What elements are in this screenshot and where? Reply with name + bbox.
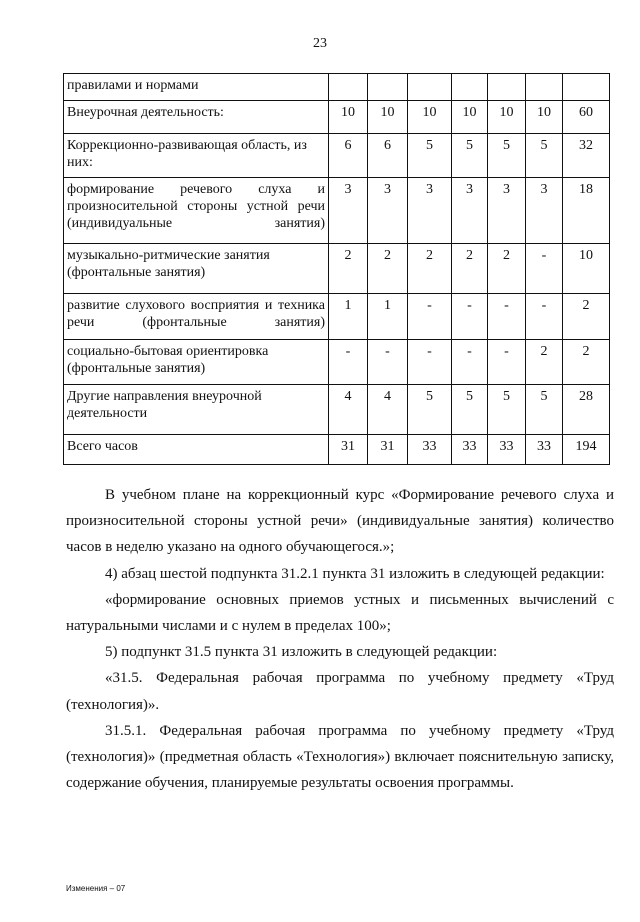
cell-value: - <box>526 244 563 294</box>
cell-value: 5 <box>488 385 526 435</box>
cell-value: - <box>526 294 563 340</box>
cell-value: 10 <box>488 101 526 134</box>
table-row <box>64 134 610 178</box>
cell-value: 10 <box>452 101 488 134</box>
cell-value: 5 <box>452 385 488 435</box>
cell-value: 5 <box>452 134 488 178</box>
cell-value: 10 <box>408 101 452 134</box>
cell-value: - <box>488 294 526 340</box>
paragraph: «формирование основных приемов устных и письменных вычислений с натуральными числами и с нулем в пределах 100»; <box>66 591 614 635</box>
cell-value <box>329 74 368 101</box>
cell-value: - <box>368 340 408 385</box>
cell-value: 4 <box>329 385 368 435</box>
row-label: развитие слухового восприятия и техника речи (фронтальные занятия) <box>64 294 329 340</box>
paragraph: 31.5.1. Федеральная рабочая программа по учебному предмету «Труд (технология)» (предметная область «Технология») включает пояснительную записку, содержание обучения, планируемые результаты освоения программы. <box>66 722 614 792</box>
cell-value: 10 <box>329 101 368 134</box>
cell-value: - <box>329 340 368 385</box>
table-row <box>64 340 610 385</box>
paragraph: «31.5. Федеральная рабочая программа по учебному предмету «Труд (технология)». <box>66 670 614 713</box>
paragraph: 4) абзац шестой подпункта 31.2.1 пункта 31 изложить в следующей редакции: <box>105 565 605 582</box>
cell-value: 31 <box>368 435 408 465</box>
cell-value <box>368 74 408 101</box>
cell-value: 3 <box>452 178 488 244</box>
row-label: правилами и нормами <box>64 74 329 101</box>
cell-value: 32 <box>563 134 610 178</box>
cell-value: 31 <box>329 435 368 465</box>
table-row <box>64 101 610 134</box>
cell-value <box>563 74 610 101</box>
row-label: Внеурочная деятельность: <box>64 101 329 134</box>
cell-value: 33 <box>452 435 488 465</box>
cell-value: 5 <box>488 134 526 178</box>
cell-value: - <box>452 294 488 340</box>
row-label: музыкально-ритмические занятия (фронтальные занятия) <box>64 244 329 294</box>
cell-value: 6 <box>368 134 408 178</box>
cell-value: - <box>408 340 452 385</box>
row-label: Коррекционно-развивающая область, из них: <box>64 134 329 178</box>
cell-value: 194 <box>563 435 610 465</box>
cell-value: 2 <box>488 244 526 294</box>
cell-value: 2 <box>408 244 452 294</box>
page-number: 23 <box>313 36 327 51</box>
cell-value: 60 <box>563 101 610 134</box>
cell-value: 33 <box>408 435 452 465</box>
cell-value: 33 <box>526 435 563 465</box>
cell-value: - <box>488 340 526 385</box>
cell-value <box>408 74 452 101</box>
cell-value: 5 <box>408 134 452 178</box>
cell-value: 2 <box>563 340 610 385</box>
cell-value: 10 <box>526 101 563 134</box>
table-row <box>64 435 610 465</box>
cell-value: 3 <box>329 178 368 244</box>
cell-value <box>526 74 563 101</box>
cell-value: 2 <box>329 244 368 294</box>
cell-value: - <box>452 340 488 385</box>
cell-value: 6 <box>329 134 368 178</box>
paragraph: 5) подпункт 31.5 пункта 31 изложить в следующей редакции: <box>105 644 498 661</box>
curriculum-table <box>63 73 610 465</box>
cell-value: 2 <box>452 244 488 294</box>
table-row <box>64 178 610 244</box>
cell-value: 3 <box>408 178 452 244</box>
table-row <box>64 244 610 294</box>
row-label: Всего часов <box>64 435 329 465</box>
row-label: формирование речевого слуха и произносительной стороны устной речи (индивидуальные занятия) <box>64 178 329 244</box>
cell-value <box>452 74 488 101</box>
cell-value <box>488 74 526 101</box>
paragraph: В учебном плане на коррекционный курс «Формирование речевого слуха и произносительной стороны устной речи» (индивидуальные занятия) количество часов в неделю указано на одного обучающегося.»; <box>66 487 614 556</box>
cell-value: 33 <box>488 435 526 465</box>
cell-value: 1 <box>329 294 368 340</box>
cell-value: 10 <box>563 244 610 294</box>
row-label: социально-бытовая ориентировка (фронтальные занятия) <box>64 340 329 385</box>
cell-value: 5 <box>526 134 563 178</box>
row-label: Другие направления внеурочной деятельности <box>64 385 329 435</box>
cell-value: 3 <box>526 178 563 244</box>
cell-value: 10 <box>368 101 408 134</box>
body-text <box>66 482 614 796</box>
cell-value: 5 <box>526 385 563 435</box>
cell-value: 2 <box>563 294 610 340</box>
cell-value: 2 <box>526 340 563 385</box>
cell-value: 1 <box>368 294 408 340</box>
footer-note: Изменения – 07 <box>66 884 126 893</box>
cell-value: - <box>408 294 452 340</box>
cell-value: 3 <box>488 178 526 244</box>
table-row <box>64 294 610 340</box>
table-row <box>64 385 610 435</box>
table-row <box>64 74 610 101</box>
cell-value: 4 <box>368 385 408 435</box>
cell-value: 28 <box>563 385 610 435</box>
cell-value: 3 <box>368 178 408 244</box>
cell-value: 2 <box>368 244 408 294</box>
cell-value: 18 <box>563 178 610 244</box>
cell-value: 5 <box>408 385 452 435</box>
